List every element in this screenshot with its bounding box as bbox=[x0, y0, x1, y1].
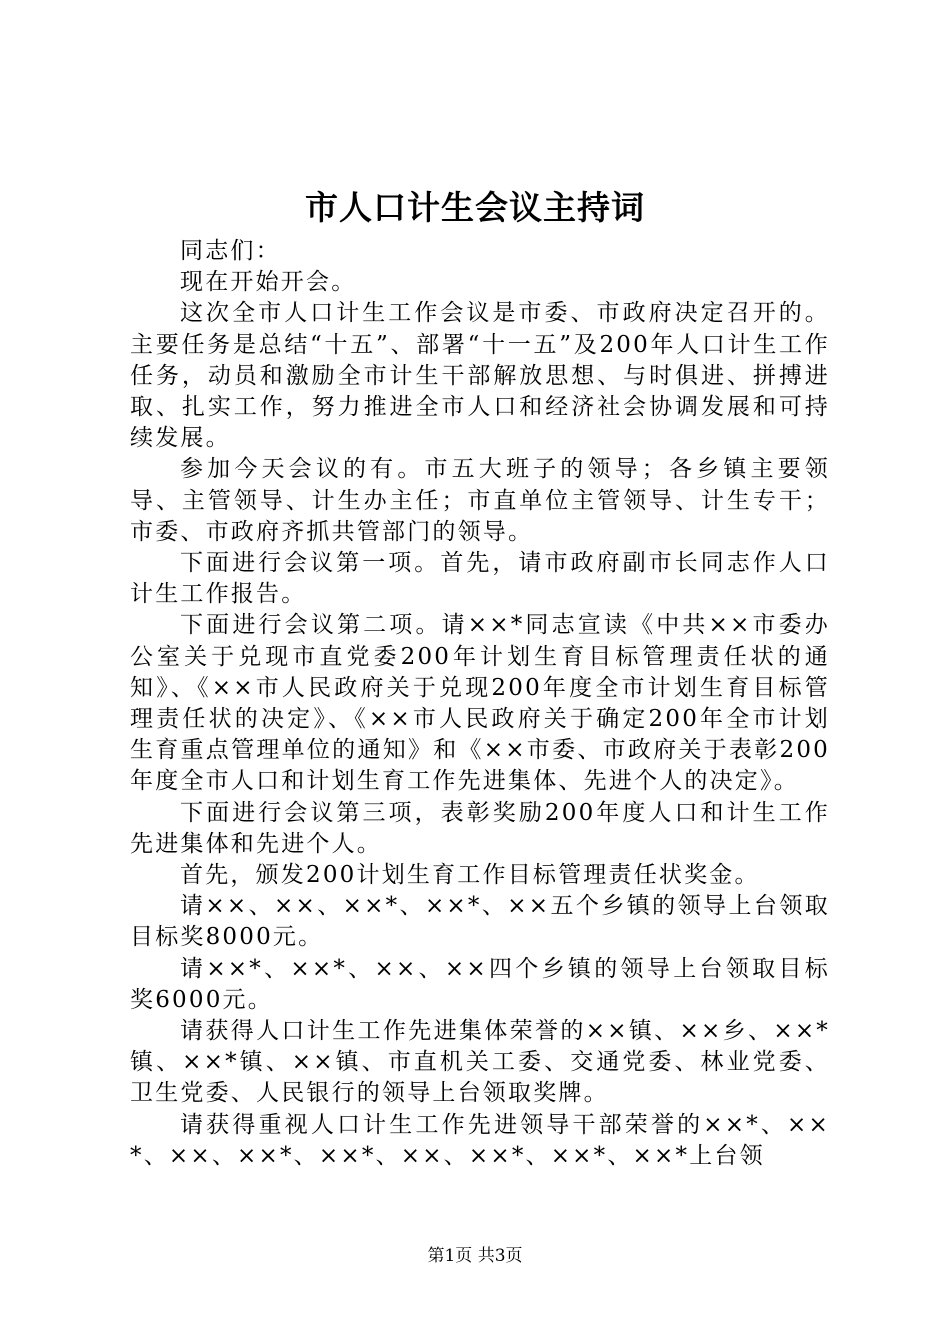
document-title: 市人口计生会议主持词 bbox=[305, 188, 645, 227]
paragraph-opening: 现在开始开会。 bbox=[180, 269, 357, 296]
paragraph-leader-award: 请获得重视人口计生工作先进领导干部荣誉的××*、××*、××、××*、××*、××、××*、××*、××*上台领 bbox=[130, 1111, 830, 1169]
paragraph-collective-award: 请获得人口计生工作先进集体荣誉的××镇、××乡、××*镇、××*镇、××镇、市直机关工委、交通党委、林业党委、卫生党委、人民银行的领导上台领取奖牌。 bbox=[130, 1018, 830, 1107]
paragraph-item-two: 下面进行会议第二项。请××*同志宣读《中共××市委办公室关于兑现市直党委200年计划生育目标管理责任状的通知》、《××市人民政府关于兑现200年度全市计划生育目标管理责任状的决定》、《××市人民政府关于确定200年全市计划生育重点管理单位的通知》和《××市委、市政府关于表彰200年度全市人口和计划生育工作先进集体、先进个人的决定》。 bbox=[130, 612, 830, 795]
page-footer: 第1页 共3页 bbox=[427, 1246, 523, 1266]
paragraph-award-6000: 请××*、××*、××、××四个乡镇的领导上台领取目标奖6000元。 bbox=[130, 955, 830, 1013]
paragraph-attendees: 参加今天会议的有。市五大班子的领导；各乡镇主要领导、主管领导、计生办主任；市直单位主管领导、计生专干；市委、市政府齐抓共管部门的领导。 bbox=[130, 456, 830, 545]
paragraph-salutation: 同志们： bbox=[180, 238, 281, 264]
paragraph-item-one: 下面进行会议第一项。首先，请市政府副市长同志作人口计生工作报告。 bbox=[130, 550, 830, 608]
paragraph-award-intro: 首先，颁发200计划生育工作目标管理责任状奖金。 bbox=[180, 862, 760, 889]
paragraph-item-three: 下面进行会议第三项，表彰奖励200年度人口和计生工作先进集体和先进个人。 bbox=[130, 799, 830, 857]
paragraph-award-8000: 请××、××、××*、××*、××五个乡镇的领导上台领取目标奖8000元。 bbox=[130, 893, 830, 951]
document-body bbox=[130, 236, 830, 1172]
paragraph-purpose: 这次全市人口计生工作会议是市委、市政府决定召开的。主要任务是总结“十五”、部署“十一五”及200年人口计生工作任务，动员和激励全市计生干部解放思想、与时俱进、拼搏进取、扎实工作，努力推进全市人口和经济社会协调发展和可持续发展。 bbox=[130, 300, 830, 452]
